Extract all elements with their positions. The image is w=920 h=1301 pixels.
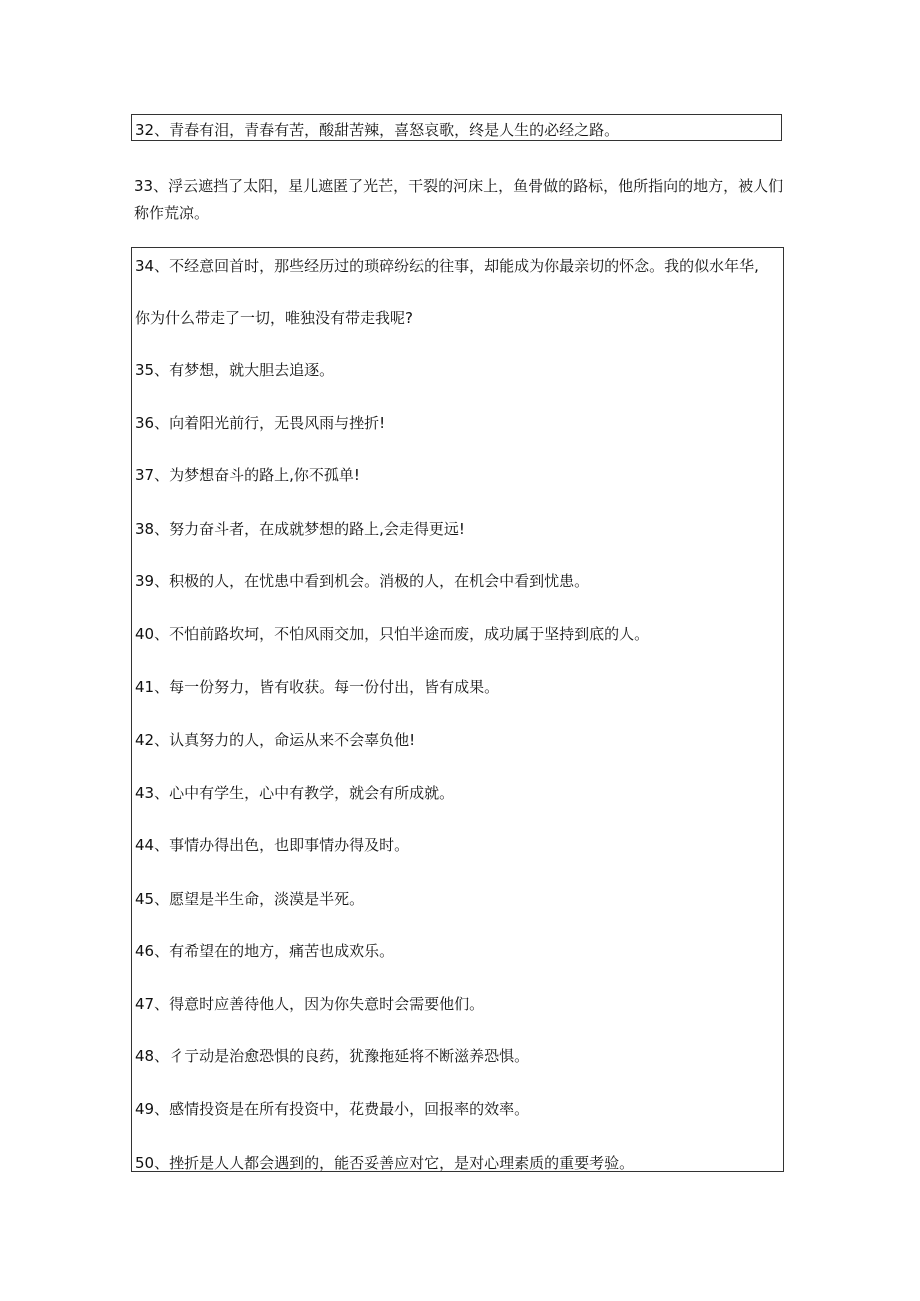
quote-50: 50、挫折是人人都会遇到的，能否妥善应对它，是对心理素质的重要考验。 xyxy=(135,1154,635,1172)
quote-37: 37、为梦想奋斗的路上,你不孤单! xyxy=(135,466,360,484)
quote-41: 41、每一份努力，皆有收获。每一份付出，皆有成果。 xyxy=(135,678,500,696)
quote-44: 44、事情办得出色，也即事情办得及时。 xyxy=(135,836,410,854)
quote-box-32 xyxy=(131,114,782,141)
quote-33: 33、浮云遮挡了太阳，星儿遮匿了光芒，干裂的河床上，鱼骨做的路标，他所指向的地方，被人们称作荒凉。 xyxy=(134,177,784,222)
quote-45: 45、愿望是半生命，淡漠是半死。 xyxy=(135,890,365,908)
quote-38: 38、努力奋斗者，在成就梦想的路上,会走得更远! xyxy=(135,520,465,538)
quote-42: 42、认真努力的人，命运从来不会辜负他! xyxy=(135,731,416,749)
quote-39: 39、积极的人，在忧患中看到机会。消极的人，在机会中看到忧患。 xyxy=(135,572,590,590)
quote-47: 47、得意时应善待他人，因为你失意时会需要他们。 xyxy=(135,995,485,1013)
quote-40: 40、不怕前路坎坷，不怕风雨交加，只怕半途而废，成功属于坚持到底的人。 xyxy=(135,625,650,643)
quote-43: 43、心中有学生，心中有教学，就会有所成就。 xyxy=(135,784,455,802)
quote-49: 49、感情投资是在所有投资中，花费最小，回报率的效率。 xyxy=(135,1100,530,1118)
quote-48: 48、彳亍动是治愈恐惧的良药，犹豫拖延将不断滋养恐惧。 xyxy=(135,1047,530,1065)
quote-46: 46、有希望在的地方，痛苦也成欢乐。 xyxy=(135,942,395,960)
quote-34-line-1: 34、不经意回首时，那些经历过的琐碎纷纭的往事，却能成为你最亲切的怀念。我的似水年华, xyxy=(135,257,759,275)
quote-35: 35、有梦想，就大胆去追逐。 xyxy=(135,361,335,379)
quote-32: 32、青春有泪，青春有苦，酸甜苦辣，喜怒哀歌，终是人生的必经之路。 xyxy=(135,121,620,139)
quote-34-line-2: 你为什么带走了一切，唯独没有带走我呢? xyxy=(135,309,413,327)
quote-list-box xyxy=(131,247,784,1172)
quote-36: 36、向着阳光前行，无畏风雨与挫折! xyxy=(135,414,386,432)
